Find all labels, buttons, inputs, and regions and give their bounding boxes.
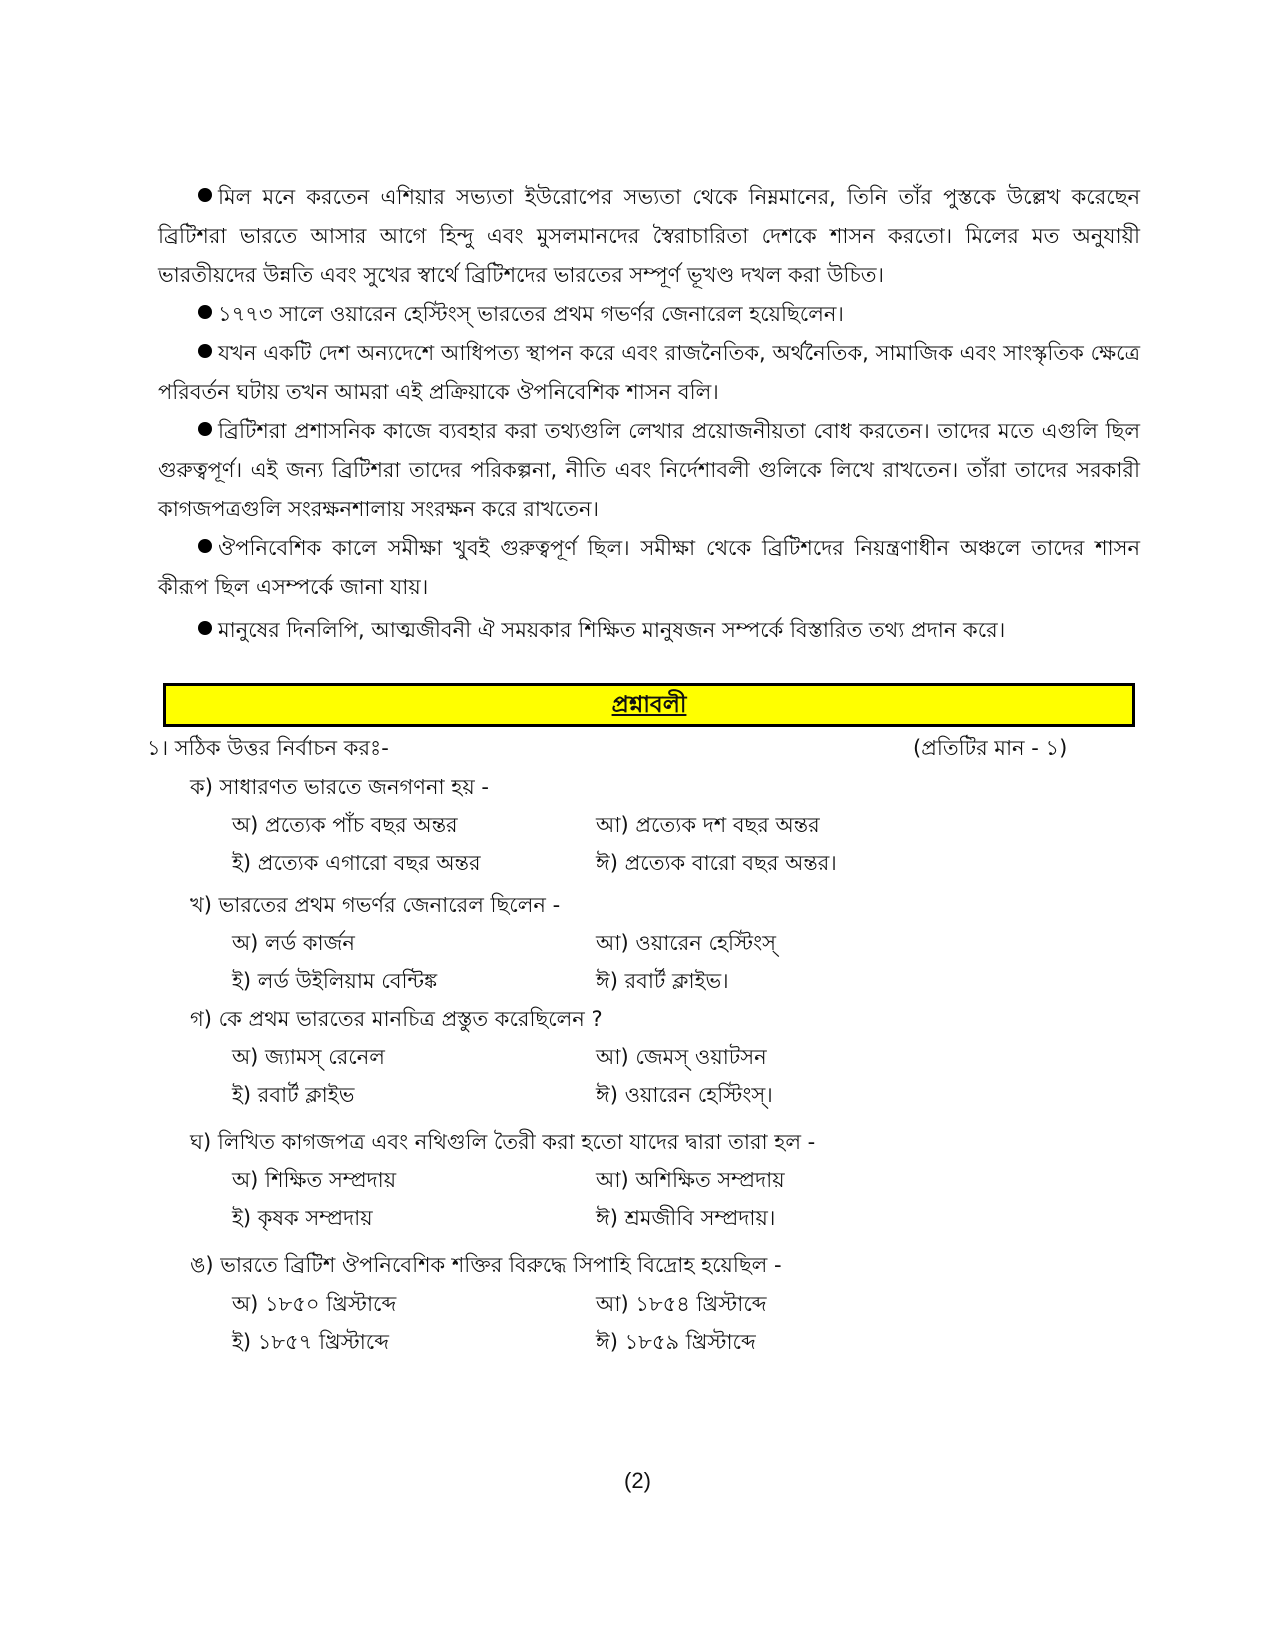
option: আ) ১৮৫৪ খ্রিস্টাব্দে xyxy=(596,1292,767,1316)
option: ঈ) ১৮৫৯ খ্রিস্টাব্দে xyxy=(596,1330,756,1354)
option: ই) ১৮৫৭ খ্রিস্টাব্দে xyxy=(232,1330,389,1354)
option: অ) লর্ড কার্জন xyxy=(232,931,355,955)
bullet-icon xyxy=(198,188,212,202)
option: ই) রবার্ট ক্লাইভ xyxy=(232,1083,355,1107)
option: ঈ) ওয়ারেন হেস্টিংস্। xyxy=(596,1083,773,1107)
option: অ) শিক্ষিত সম্প্রদায় xyxy=(232,1168,397,1192)
question-heading: ১। সঠিক উত্তর নির্বাচন করঃ- xyxy=(147,736,389,760)
question-text: খ) ভারতের প্রথম গভর্ণর জেনারেল ছিলেন - xyxy=(190,893,561,917)
bullet-icon xyxy=(198,621,212,635)
question-text: গ) কে প্রথম ভারতের মানচিত্র প্রস্তুত করেছিলেন ? xyxy=(190,1007,603,1031)
section-title: প্রশ্নাবলী xyxy=(611,692,687,718)
note-paragraph xyxy=(158,295,1140,334)
bullet-icon xyxy=(198,422,212,436)
note-text: মিল মনে করতেন এশিয়ার সভ্যতা ইউরোপের সভ্যতা থেকে নিম্নমানের, তিনি তাঁর পুস্তকে উল্লেখ করেছেন ব্রিটিশরা ভারতে আসার আগে হিন্দু এবং মুসলমানদের স্বৈরাচারিতা দেশকে শাসন করতো। মিলের মত অনুযায়ী ভারতীয়দের উন্নতি এবং সুখের স্বার্থে ব্রিটিশদের ভারতের সম্পূর্ণ ভূখণ্ড দখল করা উচিত। xyxy=(158,185,1140,287)
option: আ) জেমস্ ওয়াটসন xyxy=(596,1045,767,1069)
note-text: যখন একটি দেশ অন্যদেশে আধিপত্য স্থাপন করে এবং রাজনৈতিক, অর্থনৈতিক, সামাজিক এবং সাংস্কৃতিক ক্ষেত্রে পরিবর্তন ঘটায় তখন আমরা এই প্রক্রিয়াকে ঔপনিবেশিক শাসন বলি। xyxy=(158,341,1140,404)
option: ই) লর্ড উইলিয়াম বেন্টিঙ্ক xyxy=(232,969,438,993)
marks-note: (প্রতিটির মান - ১) xyxy=(913,736,1068,760)
note-text: ঔপনিবেশিক কালে সমীক্ষা খুবই গুরুত্বপূর্ণ ছিল। সমীক্ষা থেকে ব্রিটিশদের নিয়ন্ত্রণাধীন অঞ্চলে তাদের শাসন কীরূপ ছিল এসম্পর্কে জানা যায়। xyxy=(158,536,1140,599)
option: অ) প্রত্যেক পাঁচ বছর অন্তর xyxy=(232,813,458,837)
note-paragraph xyxy=(158,529,1140,607)
option: আ) ওয়ারেন হেস্টিংস্ xyxy=(596,931,777,955)
note-paragraph xyxy=(158,334,1140,412)
option: ঈ) শ্রমজীবি সম্প্রদায়। xyxy=(596,1206,776,1230)
note-text: ১৭৭৩ সালে ওয়ারেন হেস্টিংস্ ভারতের প্রথম গভর্ণর জেনারেল হয়েছিলেন। xyxy=(218,302,844,326)
option: অ) ১৮৫০ খ্রিস্টাব্দে xyxy=(232,1292,397,1316)
note-paragraph xyxy=(158,178,1140,295)
page-number: (2) xyxy=(624,1468,651,1493)
option: আ) প্রত্যেক দশ বছর অন্তর xyxy=(596,813,820,837)
option: অ) জ্যামস্ রেনেল xyxy=(232,1045,385,1069)
bullet-icon xyxy=(198,539,212,553)
option: আ) অশিক্ষিত সম্প্রদায় xyxy=(596,1168,785,1192)
option: ই) কৃষক সম্প্রদায় xyxy=(232,1206,373,1230)
option: ঈ) প্রত্যেক বারো বছর অন্তর। xyxy=(596,851,837,875)
section-header xyxy=(163,683,1135,727)
question-text: ঘ) লিখিত কাগজপত্র এবং নথিগুলি তৈরী করা হতো যাদের দ্বারা তারা হল - xyxy=(190,1130,816,1154)
question-text: ঙ) ভারতে ব্রিটিশ ঔপনিবেশিক শক্তির বিরুদ্ধে সিপাহি বিদ্রোহ হয়েছিল - xyxy=(190,1253,782,1277)
option: ঈ) রবার্ট ক্লাইভ। xyxy=(596,969,729,993)
bullet-icon xyxy=(198,344,212,358)
question-text: ক) সাধারণত ভারতে জনগণনা হয় - xyxy=(190,775,489,799)
option: ই) প্রত্যেক এগারো বছর অন্তর xyxy=(232,851,481,875)
note-paragraph xyxy=(158,412,1140,529)
notes-section xyxy=(158,178,1140,650)
note-text: মানুষের দিনলিপি, আত্মজীবনী ঐ সময়কার শিক্ষিত মানুষজন সম্পর্কে বিস্তারিত তথ্য প্রদান করে। xyxy=(218,618,1006,642)
note-paragraph xyxy=(158,611,1140,650)
note-text: ব্রিটিশরা প্রশাসনিক কাজে ব্যবহার করা তথ্যগুলি লেখার প্রয়োজনীয়তা বোধ করতেন। তাদের মতে এগুলি ছিল গুরুত্বপূর্ণ। এই জন্য ব্রিটিশরা তাদের পরিকল্পনা, নীতি এবং নির্দেশাবলী গুলিকে লিখে রাখতেন। তাঁরা তাদের সরকারী কাগজপত্রগুলি সংরক্ষনশালায় সংরক্ষন করে রাখতেন। xyxy=(158,419,1140,521)
bullet-icon xyxy=(198,305,212,319)
